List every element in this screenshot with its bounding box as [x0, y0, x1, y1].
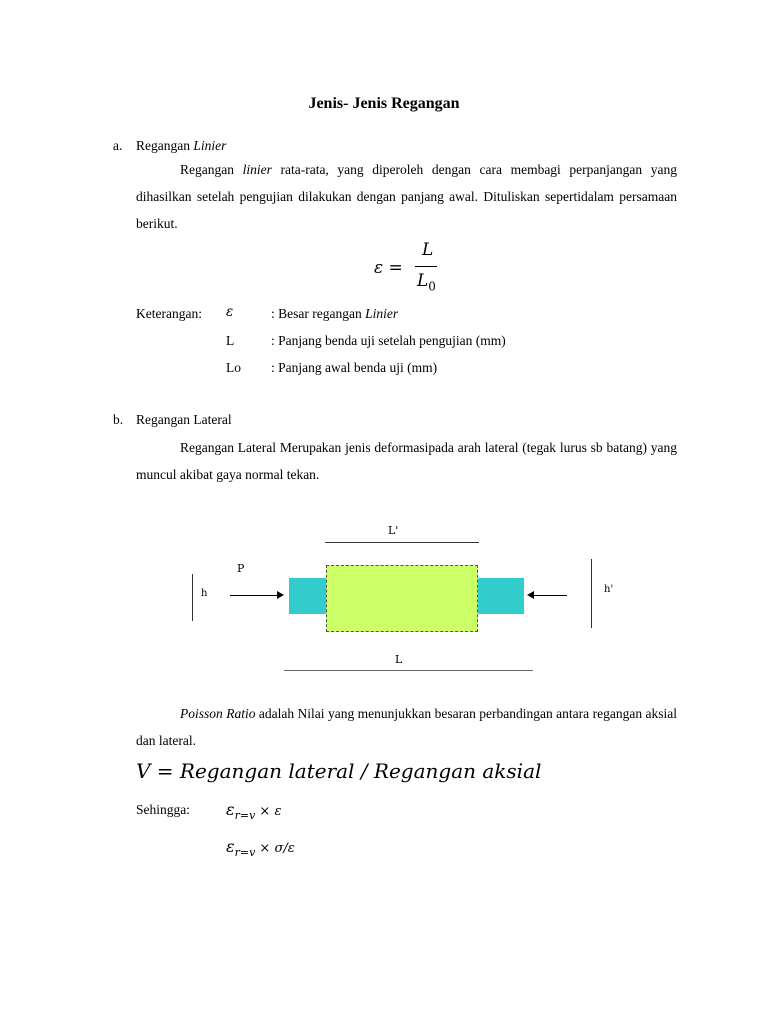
para-a-lead: Regangan — [180, 162, 243, 177]
page-title: Jenis- Jenis Regangan — [308, 95, 460, 112]
label-l: L — [395, 653, 403, 666]
poisson-paragraph — [136, 700, 677, 754]
left-force-arrow — [230, 595, 278, 596]
formula-lhs: ε = — [374, 258, 403, 278]
right-height-line — [591, 559, 592, 628]
left-grip — [289, 578, 327, 614]
section-a-paragraph — [136, 156, 677, 237]
eq2-subscript: r=v — [234, 846, 256, 860]
bottom-dimension-line — [284, 670, 533, 671]
formula-numerator: L — [422, 240, 434, 260]
sehingga-label: Sehingga: — [136, 802, 190, 817]
left-height-line — [192, 574, 193, 621]
specimen-body — [326, 565, 478, 632]
label-p: P — [237, 562, 245, 575]
top-dimension-line — [325, 542, 479, 543]
section-a-marker: a. — [113, 138, 123, 153]
poisson-formula: V = Regangan lateral / Regangan aksial — [136, 759, 542, 783]
section-b-marker: b. — [113, 412, 124, 427]
legend-description: : Panjang awal benda uji (mm) — [271, 360, 438, 375]
right-grip — [478, 578, 524, 614]
formula-den-sub: 0 — [428, 279, 436, 294]
poisson-italic-lead: Poisson Ratio — [180, 706, 256, 721]
eq2-epsilon: ε — [226, 837, 235, 856]
eq1-rest: × ε — [255, 804, 282, 819]
section-a-heading — [136, 139, 226, 153]
label-h: h — [201, 588, 208, 599]
section-b-heading: Regangan Lateral — [136, 412, 232, 427]
legend-symbol: ε — [226, 304, 234, 320]
eq1-epsilon: ε — [226, 800, 235, 819]
legend-description — [271, 307, 398, 321]
equation-2 — [226, 837, 295, 859]
formula-den-base: L — [417, 271, 429, 291]
legend-symbol: L — [226, 333, 235, 348]
strain-formula — [374, 240, 444, 296]
legend-desc-italic: Linier — [365, 306, 399, 321]
legend-description: : Panjang benda uji setelah pengujian (mm) — [271, 333, 506, 348]
label-l-prime: L' — [388, 524, 399, 537]
keterangan-label: Keterangan: — [136, 306, 202, 321]
eq1-subscript: r=v — [234, 809, 256, 823]
equation-1 — [226, 800, 281, 822]
section-a-heading-text: Regangan — [136, 138, 194, 153]
para-a-italic: linier — [242, 162, 272, 177]
legend-desc-text: : Besar regangan — [271, 306, 366, 321]
right-force-arrow — [532, 595, 567, 596]
section-a-heading-italic: Linier — [193, 138, 227, 153]
formula-denominator — [417, 271, 436, 293]
eq2-rest: × σ/ε — [255, 841, 295, 856]
lateral-strain-diagram — [180, 515, 620, 675]
left-arrowhead-icon — [277, 591, 284, 599]
legend-symbol: Lo — [226, 360, 241, 375]
label-h-prime: h' — [604, 584, 614, 595]
poisson-text: adalah Nilai yang menunjukkan besaran perbandingan antara regangan aksial dan lateral. — [136, 706, 677, 748]
section-b-paragraph: Regangan Lateral Merupakan jenis deformasipada arah lateral (tegak lurus sb batang) yang muncul akibat gaya normal tekan. — [136, 440, 677, 482]
para-a-rest: rata-rata, yang diperoleh dengan cara membagi perpanjangan yang dihasilkan setelah pengujian dilakukan dengan panjang awal. Dituliskan sepertidalam persamaan berikut. — [136, 162, 678, 231]
fraction-bar — [415, 266, 437, 267]
